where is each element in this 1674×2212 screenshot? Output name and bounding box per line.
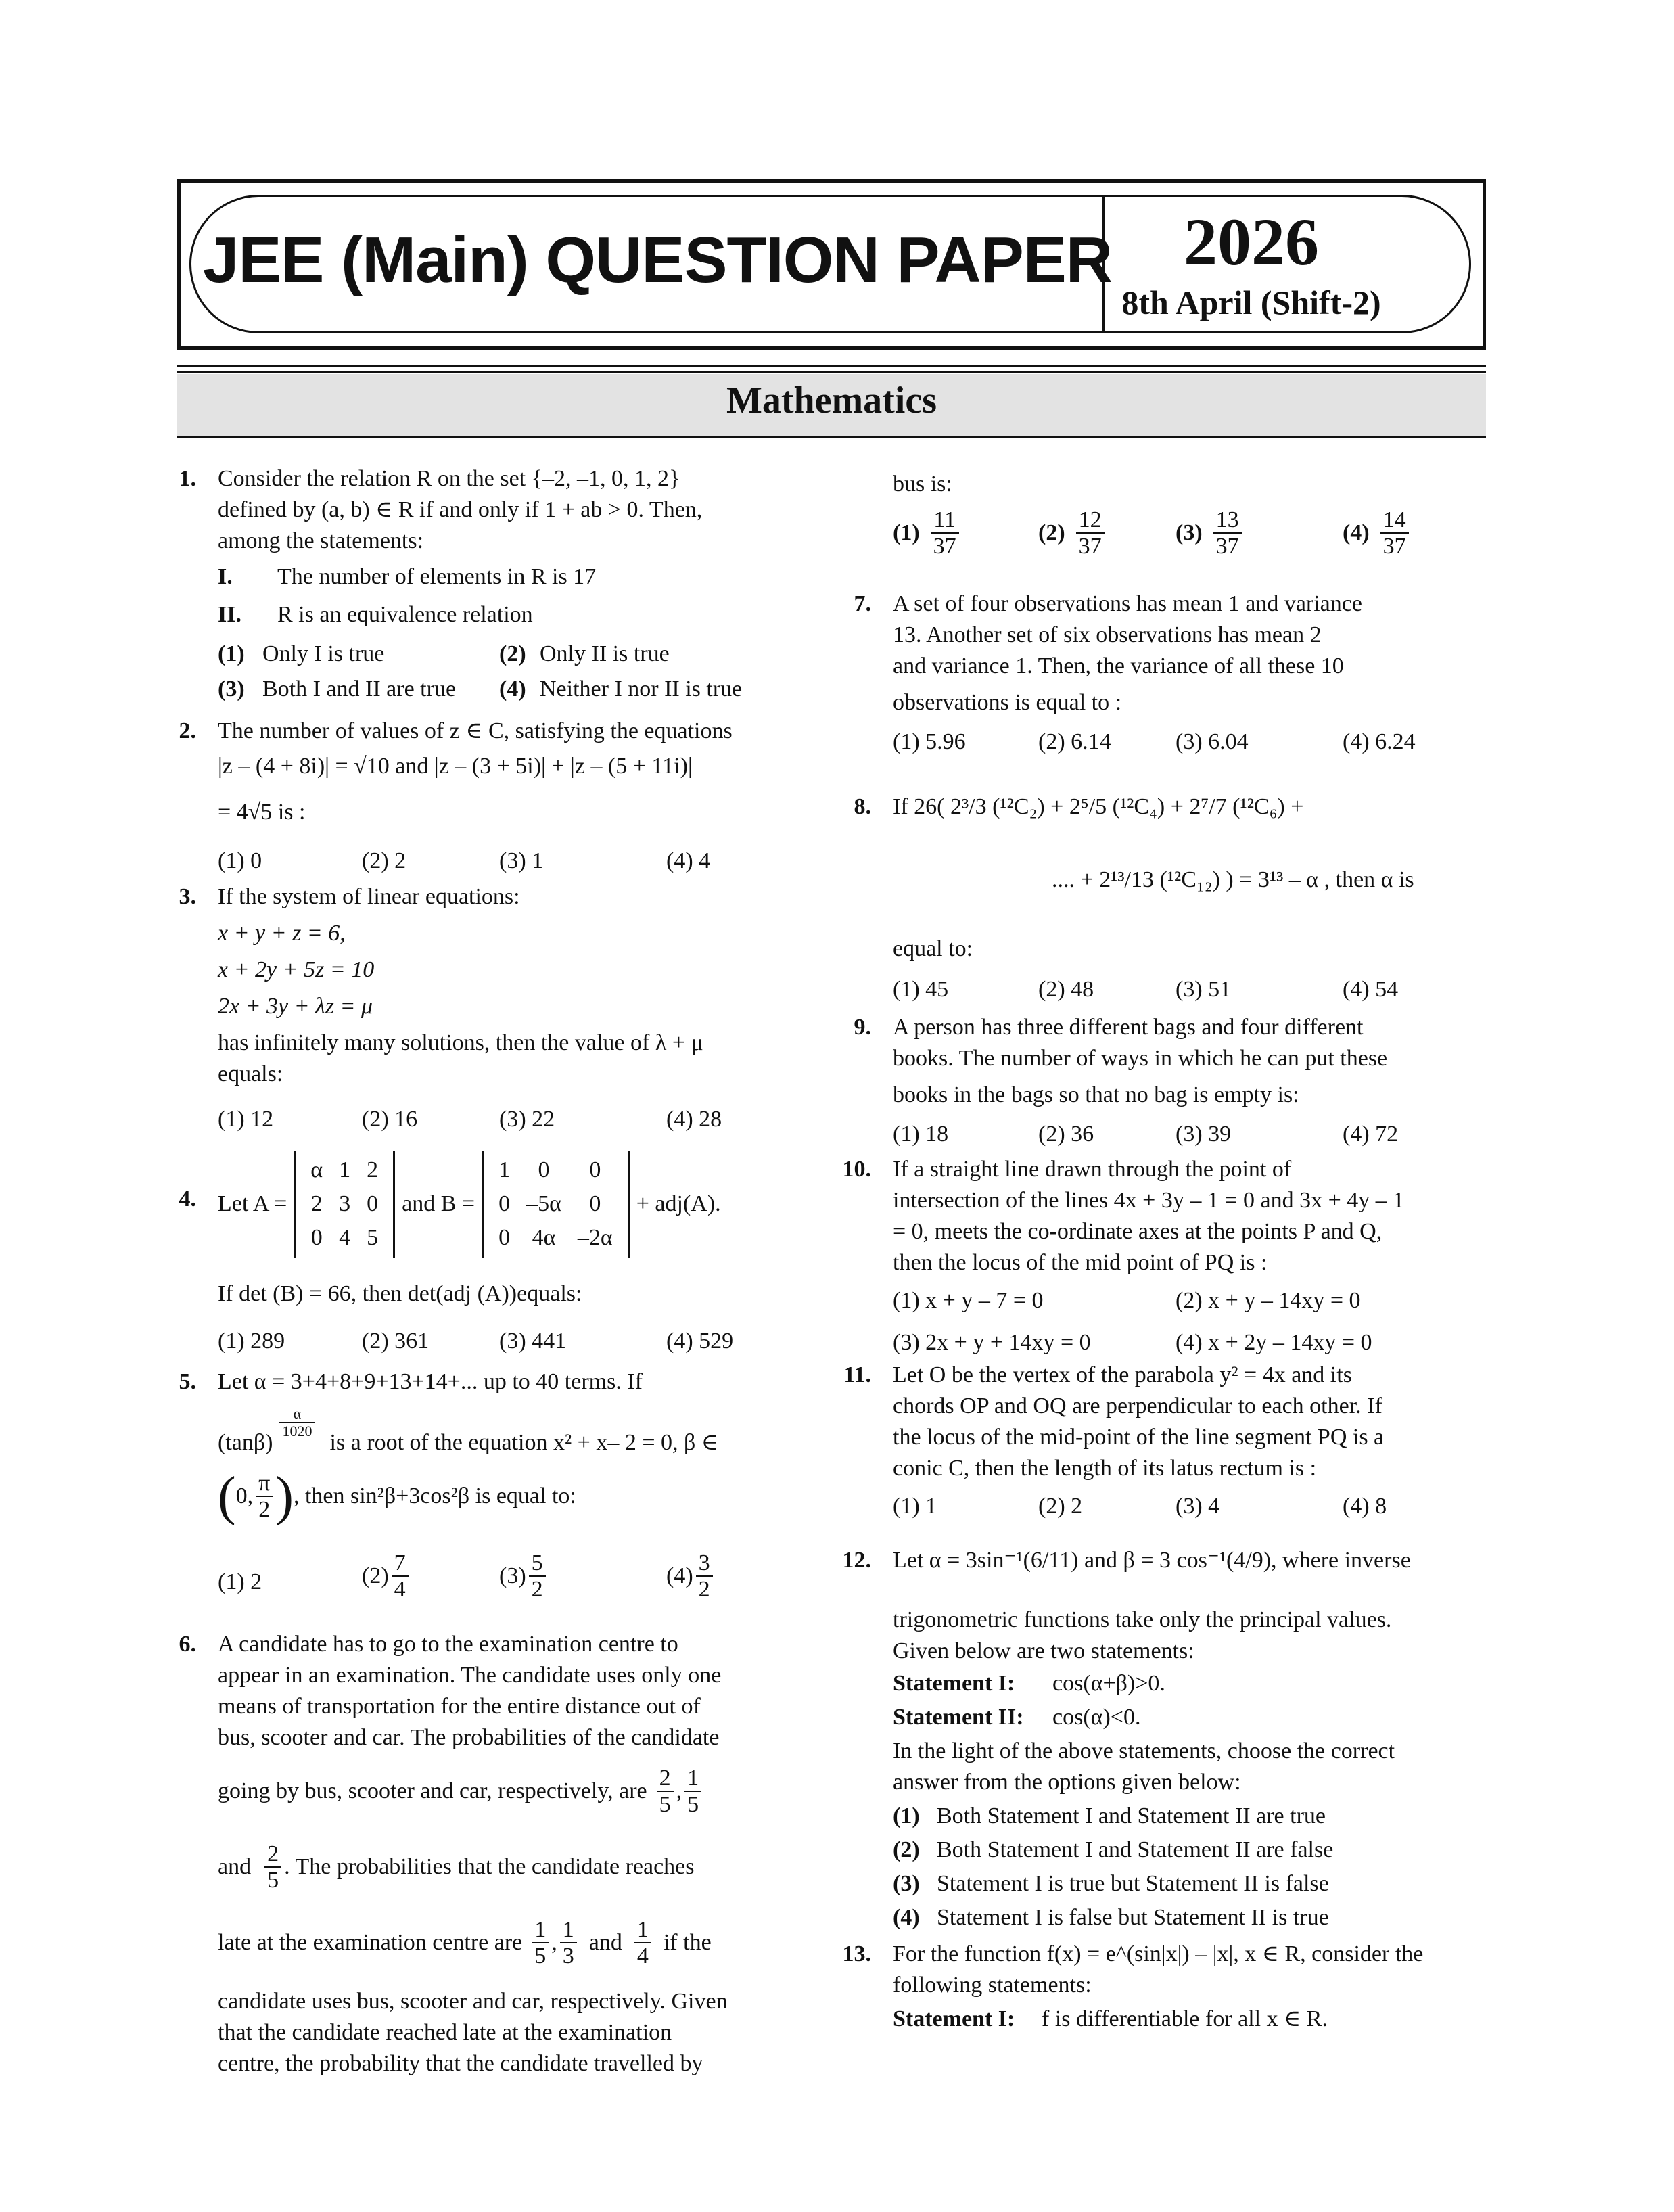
q5-line1: Let α = 3+4+8+9+13+14+... up to 40 terms. If (218, 1369, 643, 1394)
q5-number: 5. (179, 1369, 196, 1394)
q7-option3: (3) 6.04 (1176, 729, 1249, 754)
q6-line7-text: late at the examination centre are (218, 1930, 523, 1956)
q9-number: 9. (854, 1015, 871, 1040)
q2-option4: (4) 4 (666, 848, 711, 873)
q4-let-a: Let A = (218, 1191, 287, 1216)
matrix-b-cell: 1 (498, 1157, 511, 1182)
q1-option1: Only I is true (262, 641, 385, 666)
q12-statement1: cos(α+β)>0. (1052, 1671, 1165, 1696)
q5-interval-start: 0, (235, 1483, 254, 1508)
matrix-a-cell: 5 (367, 1225, 379, 1250)
matrix-a-cell: 4 (339, 1225, 351, 1250)
q6-option2-fraction (1076, 507, 1105, 559)
q6-line1: A candidate has to go to the examination centre to (218, 1632, 678, 1657)
q6-scooter-prob-den: 5 (687, 1792, 699, 1818)
q1-option4-label: (4) (499, 676, 526, 701)
q9-option1: (1) 18 (893, 1122, 949, 1147)
q2-line2: |z – (4 + 8i)| = √10 and |z – (3 + 5i)| + |z – (5 + 11i)| (218, 754, 693, 779)
q8-number: 8. (854, 794, 871, 819)
q7-line4: observations is equal to : (893, 690, 1122, 715)
q10-number: 10. (842, 1157, 871, 1182)
q6-line10: centre, the probability that the candidate travelled by (218, 2051, 703, 2076)
q6-option1 (893, 507, 962, 559)
q5-option3-den: 2 (531, 1577, 543, 1603)
q12-line5: answer from the options given below: (893, 1770, 1241, 1795)
q11-line3: the locus of the mid-point of the line segment PQ is a (893, 1425, 1385, 1450)
q10-option1: (1) x + y – 7 = 0 (893, 1288, 1044, 1313)
q3-line2: has infinitely many solutions, then the value of λ + μ (218, 1030, 703, 1055)
q2-number: 2. (179, 718, 196, 743)
q9-option4: (4) 72 (1343, 1122, 1399, 1147)
q5-paren-open: ( (218, 1467, 236, 1526)
q3-eq3: 2x + 3y + λz = μ (218, 994, 373, 1019)
q6-if-the: if the (663, 1930, 712, 1956)
q1-line3: among the statements: (218, 528, 424, 553)
q12-option3-label: (3) (893, 1871, 920, 1896)
q4-expression (218, 1143, 721, 1265)
q9-line3: books in the bags so that no bag is empty is: (893, 1082, 1299, 1107)
matrix-a-cell: 2 (310, 1191, 323, 1216)
q13-number: 13. (842, 1941, 871, 1966)
q3-option1: (1) 12 (218, 1107, 274, 1132)
q6-line4: bus, scooter and car. The probabilities of the candidate (218, 1725, 720, 1750)
q11-option1: (1) 1 (893, 1494, 937, 1519)
q13-line2: following statements: (893, 1973, 1092, 1998)
matrix-b-cell: 0 (589, 1157, 601, 1182)
matrix-a-cell: 1 (339, 1157, 351, 1182)
q5-option2-num: 7 (392, 1550, 409, 1577)
q7-number: 7. (854, 591, 871, 616)
q3-option3: (3) 22 (499, 1107, 555, 1132)
q1-option1-label: (1) (218, 641, 245, 666)
q8-option1: (1) 45 (893, 977, 949, 1002)
q4-option2: (2) 361 (362, 1329, 429, 1354)
q12-line2: trigonometric functions take only the principal values. (893, 1607, 1392, 1632)
q1-statement2-label: II. (218, 602, 241, 627)
q4-number: 4. (179, 1186, 196, 1212)
paper-date: 8th April (Shift-2) (1121, 283, 1381, 321)
q1-statement1: The number of elements in R is 17 (277, 564, 597, 589)
q6-option2-den: 37 (1078, 534, 1102, 559)
q6-bus-prob-num: 2 (657, 1766, 674, 1792)
q6-option2 (1038, 507, 1107, 559)
q11-option4: (4) 8 (1343, 1494, 1387, 1519)
q3-eq1: x + y + z = 6, (218, 921, 346, 946)
q1-option3-label: (3) (218, 676, 245, 701)
matrix-b-cell: 4α (532, 1225, 556, 1250)
q11-line4: conic C, then the length of its latus rectum is : (893, 1456, 1317, 1481)
q10-line3: = 0, meets the co-ordinate axes at the points P and Q, (893, 1219, 1382, 1244)
q5-option4-label: (4) (666, 1563, 693, 1589)
matrix-b-cell: 0 (498, 1191, 511, 1216)
q6-line8: candidate uses bus, scooter and car, respectively. Given (218, 1989, 728, 2014)
q12-option4-label: (4) (893, 1905, 920, 1930)
q9-line2: books. The number of ways in which he can put these (893, 1046, 1388, 1071)
q12-option4: Statement I is false but Statement II is true (937, 1905, 1329, 1930)
q4-line2: If det (B) = 66, then det(adj (A))equals: (218, 1281, 582, 1306)
q11-line2: chords OP and OQ are perpendicular to each other. If (893, 1393, 1382, 1419)
q3-line3: equals: (218, 1061, 283, 1086)
q12-option2-label: (2) (893, 1837, 920, 1862)
q6-and-2: and (588, 1930, 622, 1956)
q6-option1-num: 11 (931, 507, 959, 534)
q3-line1: If the system of linear equations: (218, 884, 520, 909)
q6-line3: means of transportation for the entire distance out of (218, 1694, 701, 1719)
q7-option1: (1) 5.96 (893, 729, 966, 754)
q4-and-b: and B = (402, 1191, 475, 1216)
q1-option3: Both I and II are true (262, 676, 457, 701)
q5-pi-fraction (256, 1471, 273, 1523)
q12-statement2-label: Statement II: (893, 1705, 1024, 1730)
q6-and: and (218, 1854, 252, 1880)
q1-statement2: R is an equivalence relation (277, 602, 533, 627)
q11-option2: (2) 2 (1038, 1494, 1083, 1519)
q5-option1: (1) 2 (218, 1569, 262, 1594)
q5-line3 (218, 1467, 576, 1526)
q10-option4: (4) x + 2y – 14xy = 0 (1176, 1330, 1372, 1355)
subject-rule-top-2 (177, 371, 1486, 373)
subject-rule-top (177, 365, 1486, 367)
q2-line1: The number of values of z ∈ C, satisfying the equations (218, 718, 733, 743)
q3-option2: (2) 16 (362, 1107, 418, 1132)
q13-line1: For the function f(x) = e^(sin|x|) – |x|, x ∈ R, consider the (893, 1941, 1424, 1966)
q3-eq2: x + 2y + 5z = 10 (218, 957, 375, 982)
q2-option2: (2) 2 (362, 848, 406, 873)
q6-late-scooter-num: 1 (560, 1917, 577, 1943)
q5-option4-den: 2 (698, 1577, 710, 1603)
matrix-a (294, 1151, 395, 1258)
q7-line1: A set of four observations has mean 1 and variance (893, 591, 1362, 616)
q6-late-car-den: 4 (636, 1943, 649, 1969)
q12-statement1-label: Statement I: (893, 1671, 1015, 1696)
q8-expression-line1: If 26( 2³/3 (¹²C₂) + 2⁵/5 (¹²C₄) + 2⁷/7 (¹²C₆) + (893, 794, 1304, 819)
matrix-a-cell: 2 (367, 1157, 379, 1182)
q13-statement1: f is differentiable for all x ∈ R. (1042, 2006, 1328, 2031)
q6-line11: bus is: (893, 471, 952, 497)
q8-option3: (3) 51 (1176, 977, 1232, 1002)
q6-line5 (218, 1766, 704, 1818)
q5-option4-fraction (696, 1550, 713, 1603)
matrix-b (482, 1151, 630, 1258)
paper-title: JEE (Main) QUESTION PAPER (203, 224, 1113, 296)
q6-late-scooter (560, 1917, 577, 1969)
q6-option4-num: 14 (1380, 507, 1409, 534)
q7-line3: and variance 1. Then, the variance of all these 10 (893, 653, 1344, 678)
q5-exponent-denominator: 1020 (282, 1423, 312, 1440)
q5-root-text: is a root of the equation x² + x– 2 = 0, β ∈ (329, 1430, 718, 1456)
q6-late-bus-den: 5 (534, 1943, 547, 1969)
q6-car-prob-den: 5 (267, 1868, 279, 1893)
q6-late-bus (532, 1917, 549, 1969)
q12-option1: Both Statement I and Statement II are true (937, 1803, 1326, 1828)
matrix-b-cell: 0 (538, 1157, 550, 1182)
q6-number: 6. (179, 1632, 196, 1657)
q4-option4: (4) 529 (666, 1329, 734, 1354)
q5-option4 (666, 1550, 716, 1603)
q8-expression-line2: .... + 2¹³/13 (¹²C₁₂) ) = 3¹³ – α , then α is (1052, 867, 1414, 892)
matrix-b-cell: –5α (526, 1191, 561, 1216)
q6-option3-fraction (1213, 507, 1242, 559)
q7-option4: (4) 6.24 (1343, 729, 1416, 754)
q6-line5-text: going by bus, scooter and car, respectively, are (218, 1778, 647, 1804)
q9-option2: (2) 36 (1038, 1122, 1094, 1147)
q6-comma-2: , (551, 1930, 557, 1956)
q5-line2 (218, 1406, 718, 1458)
q11-option3: (3) 4 (1176, 1494, 1220, 1519)
q3-number: 3. (179, 884, 196, 909)
q7-line2: 13. Another set of six observations has mean 2 (893, 622, 1322, 647)
q2-option3: (3) 1 (499, 848, 544, 873)
q6-option2-num: 12 (1076, 507, 1105, 534)
q6-late-bus-num: 1 (532, 1917, 549, 1943)
q3-option4: (4) 28 (666, 1107, 722, 1132)
q6-line7 (218, 1917, 712, 1969)
q5-pi: π (256, 1471, 273, 1497)
q7-option2: (2) 6.14 (1038, 729, 1111, 754)
q13-statement1-label: Statement I: (893, 2006, 1015, 2031)
q6-option4-fraction (1380, 507, 1409, 559)
q1-line2: defined by (a, b) ∈ R if and only if 1 + ab > 0. Then, (218, 497, 703, 522)
q1-line1: Consider the relation R on the set {–2, –1, 0, 1, 2} (218, 466, 680, 491)
q12-option3: Statement I is true but Statement II is false (937, 1871, 1329, 1896)
q5-tan-beta: (tanβ) (218, 1430, 273, 1456)
q9-option3: (3) 39 (1176, 1122, 1232, 1147)
subject-title: Mathematics (726, 379, 937, 421)
q2-option1: (1) 0 (218, 848, 262, 873)
q6-option1-fraction (931, 507, 959, 559)
q6-option1-den: 37 (933, 534, 956, 559)
q1-option4: Neither I nor II is true (540, 676, 743, 701)
q5-option2 (362, 1550, 411, 1603)
q12-expression: Let α = 3sin⁻¹(6/11) and β = 3 cos⁻¹(4/9), where inverse (893, 1548, 1411, 1573)
subject-rule-bottom (177, 436, 1486, 438)
q6-option3-num: 13 (1213, 507, 1242, 534)
q6-line6 (218, 1841, 695, 1893)
q5-exponent-numerator: α (279, 1406, 315, 1423)
q11-line1: Let O be the vertex of the parabola y² = 4x and its (893, 1362, 1352, 1387)
q1-number: 1. (179, 466, 196, 491)
q2-line3: = 4√5 is : (218, 800, 306, 825)
matrix-b-cell: 0 (498, 1225, 511, 1250)
matrix-a-cell: 0 (310, 1225, 323, 1250)
q5-exponent-fraction (279, 1406, 315, 1439)
q12-line3: Given below are two statements: (893, 1638, 1194, 1663)
q12-statement2: cos(α)<0. (1052, 1705, 1141, 1730)
q6-line2: appear in an examination. The candidate uses only one (218, 1663, 722, 1688)
q5-option3-num: 5 (529, 1550, 546, 1577)
q8-option2: (2) 48 (1038, 977, 1094, 1002)
q12-option2: Both Statement I and Statement II are false (937, 1837, 1334, 1862)
q10-line1: If a straight line drawn through the point of (893, 1157, 1292, 1182)
matrix-a-cell: α (310, 1157, 323, 1182)
q6-line6-text: . The probabilities that the candidate reaches (284, 1854, 695, 1880)
q10-line4: then the locus of the mid point of PQ is : (893, 1250, 1268, 1275)
paper-year: 2026 (1184, 204, 1319, 279)
q12-line4: In the light of the above statements, choose the correct (893, 1738, 1395, 1764)
q11-number: 11. (843, 1362, 871, 1387)
q6-late-car-num: 1 (634, 1917, 651, 1943)
q10-option3: (3) 2x + y + 14xy = 0 (893, 1330, 1091, 1355)
q6-option3-den: 37 (1215, 534, 1239, 559)
q5-ask: , then sin²β+3cos²β is equal to: (293, 1483, 576, 1508)
q6-option2-label: (2) (1038, 520, 1065, 546)
q8-line3: equal to: (893, 936, 973, 961)
q6-line9: that the candidate reached late at the examination (218, 2020, 672, 2045)
q6-comma: , (676, 1778, 682, 1804)
q10-line2: intersection of the lines 4x + 3y – 1 = 0 and 3x + 4y – 1 (893, 1188, 1405, 1213)
q5-two: 2 (258, 1497, 271, 1522)
q6-option4-den: 37 (1382, 534, 1406, 559)
q1-option2-label: (2) (499, 641, 526, 666)
q4-option3: (3) 441 (499, 1329, 567, 1354)
q4-option1: (1) 289 (218, 1329, 285, 1354)
q12-option1-label: (1) (893, 1803, 920, 1828)
q6-option4 (1343, 507, 1412, 559)
matrix-a-cell: 0 (367, 1191, 379, 1216)
q8-option4: (4) 54 (1343, 977, 1399, 1002)
q6-option4-label: (4) (1343, 520, 1370, 546)
q5-option2-label: (2) (362, 1563, 389, 1589)
q9-line1: A person has three different bags and four different (893, 1015, 1364, 1040)
q1-option2: Only II is true (540, 641, 670, 666)
q6-option1-label: (1) (893, 520, 920, 546)
q6-bus-prob (657, 1766, 674, 1818)
q5-option2-fraction (392, 1550, 409, 1603)
matrix-a-cell: 3 (339, 1191, 351, 1216)
matrix-b-cell: 0 (589, 1191, 601, 1216)
q4-plus-adj: + adj(A). (636, 1191, 721, 1216)
q5-option3-fraction (529, 1550, 546, 1603)
q6-option3 (1176, 507, 1245, 559)
q1-statement1-label: I. (218, 564, 233, 589)
q6-car-prob (264, 1841, 281, 1893)
q5-option3-label: (3) (499, 1563, 526, 1589)
q6-late-car (634, 1917, 651, 1969)
q6-car-prob-num: 2 (264, 1841, 281, 1868)
q10-option2: (2) x + y – 14xy = 0 (1176, 1288, 1361, 1313)
q5-option3 (499, 1550, 549, 1603)
q6-bus-prob-den: 5 (659, 1792, 671, 1818)
q5-option4-num: 3 (696, 1550, 713, 1577)
q6-scooter-prob (684, 1766, 701, 1818)
q5-option2-den: 4 (394, 1577, 406, 1603)
q12-number: 12. (842, 1548, 871, 1573)
q6-late-scooter-den: 3 (562, 1943, 574, 1969)
matrix-b-cell: –2α (577, 1225, 613, 1250)
q6-scooter-prob-num: 1 (684, 1766, 701, 1792)
q6-option3-label: (3) (1176, 520, 1203, 546)
q5-paren-close: ) (275, 1467, 294, 1526)
